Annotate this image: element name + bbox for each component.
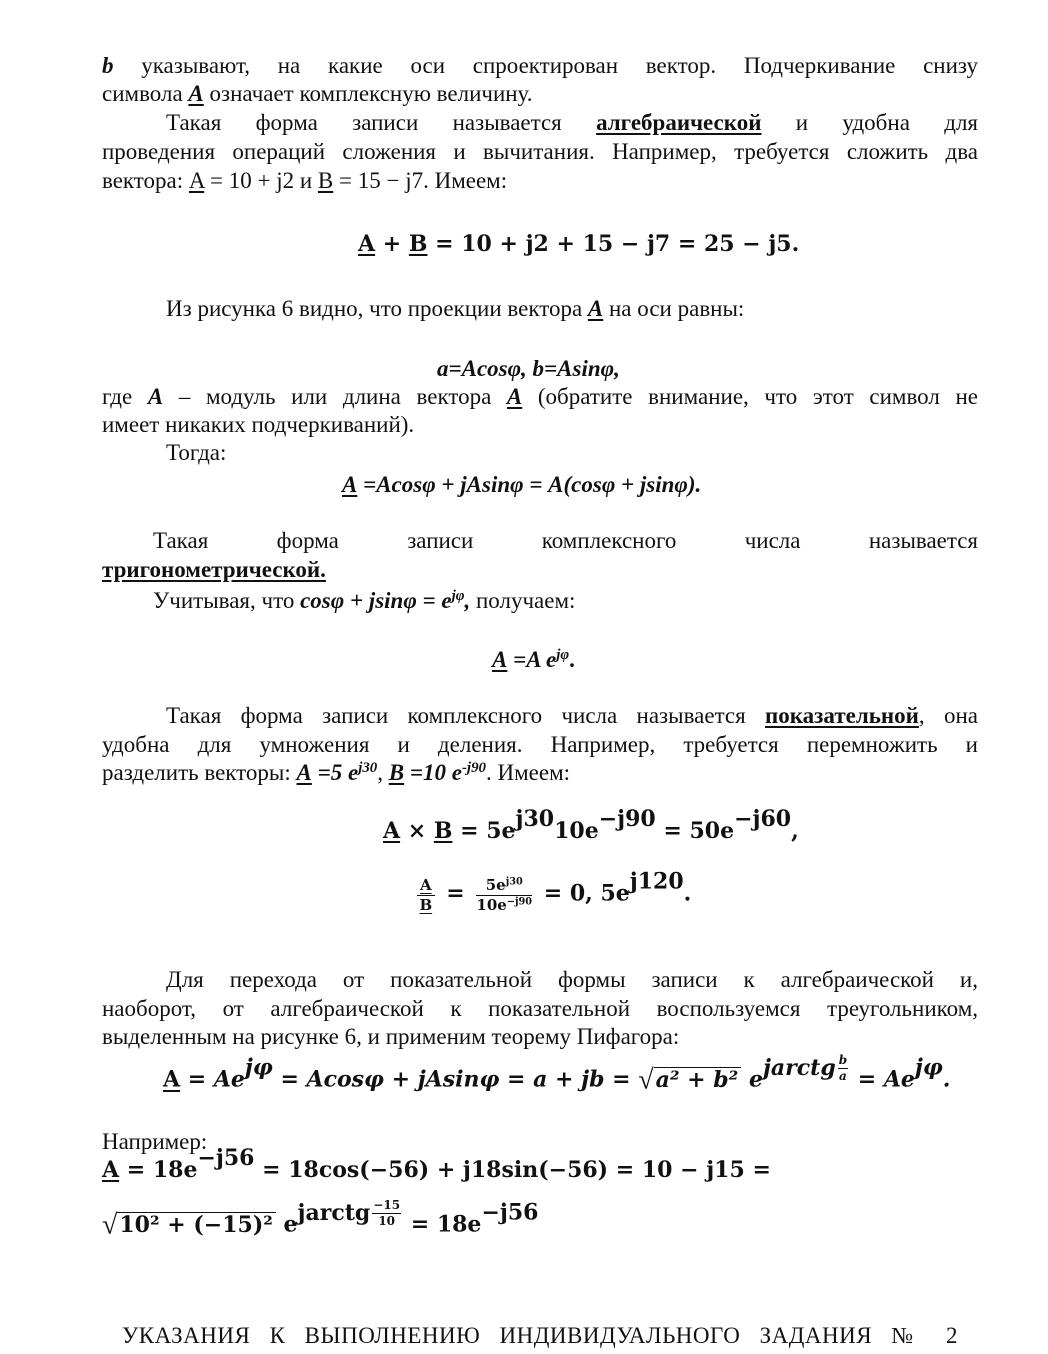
exponent: j120	[629, 868, 684, 895]
paragraph-4-line-2	[102, 411, 414, 439]
text: имеет никаких подчеркиваний).	[102, 412, 415, 437]
vector-symbol: А	[506, 384, 523, 409]
equation-quotient	[413, 868, 692, 915]
equation-part: = Acosφ + jAsinφ = a + jb =	[272, 1066, 639, 1093]
text: Такая форма записи комплексного числа называется	[166, 703, 766, 728]
text: Для перехода от показательной формы записи к алгебраической и,	[166, 967, 978, 992]
page-footer-title	[122, 1322, 958, 1350]
paragraph-5-line-1	[153, 527, 978, 555]
fraction-b-over-a: $\frac{b}{a}$	[838, 1053, 848, 1083]
equation-part: = 50e	[655, 818, 735, 844]
vector-symbol: А	[587, 296, 604, 321]
text: Из рисунка 6 видно, что проекции вектора	[166, 296, 588, 321]
text: = 15 − j7. Имеем:	[333, 168, 508, 193]
text: (обратите внимание, что этот символ не	[522, 384, 978, 409]
text: на оси равны:	[603, 296, 745, 321]
denominator: $10e^{-j90}$	[476, 895, 533, 914]
text: наоборот, от алгебраической к показательной воспользуемся треугольником,	[102, 996, 978, 1021]
punctuation: .	[942, 1066, 951, 1093]
vector-b: B	[408, 231, 428, 257]
numerator: $5e^{j30}$	[476, 876, 532, 896]
equation-body: a=Acosφ, b=Asinφ,	[437, 356, 620, 381]
exponent: jarctg −15 10	[297, 1198, 401, 1228]
equation-part: = 0, 5e	[536, 880, 630, 907]
equation-exponential	[492, 646, 575, 674]
equation-part: = Ae	[850, 1066, 915, 1093]
vector-a: А	[296, 760, 312, 785]
text: указывают, на какие оси спроектирован вектор. Подчеркивание снизу	[113, 53, 978, 78]
exponent: −j56	[197, 1144, 255, 1171]
paragraph-4-line-1	[102, 383, 978, 411]
vector-b: B	[433, 818, 453, 844]
text: где	[102, 384, 148, 409]
sqrt-icon: √	[102, 1209, 118, 1241]
term-trigonometric: тригонометрической.	[102, 557, 326, 582]
vector-a: A	[188, 168, 205, 193]
value: =5 e	[311, 760, 359, 785]
paragraph-7-line-1	[166, 702, 978, 730]
text: Например:	[102, 1129, 208, 1154]
vector-b: B	[317, 168, 334, 193]
text: Такая форма записи называется	[166, 110, 597, 135]
vector-a: A	[358, 231, 376, 257]
paragraph-8-line-2	[102, 995, 978, 1023]
operator: ×	[400, 818, 434, 844]
fraction-a-over-b	[417, 876, 435, 915]
exponent: j30	[358, 759, 378, 776]
example-label	[102, 1128, 207, 1156]
exponent: −j56	[481, 1199, 539, 1226]
punctuation: ,	[464, 588, 471, 613]
example-line-2	[102, 1198, 538, 1242]
paragraph-2-line-3	[102, 167, 507, 195]
equation-part: 10e	[554, 818, 599, 844]
text: означает комплексную величину.	[203, 81, 533, 106]
equation-body: = 10 + j2 + 15 − j7 = 25 − j5.	[427, 231, 800, 257]
footer-text: УКАЗАНИЯ К ВЫПОЛНЕНИЮ ИНДИВИДУАЛЬНОГО ЗАДАНИЯ № 2	[122, 1323, 958, 1348]
modulus-symbol: А	[147, 384, 164, 409]
exponent: jφ	[914, 1054, 943, 1081]
exponent: jφ	[451, 587, 465, 604]
text: вектора:	[102, 168, 189, 193]
equation-trigonometric	[342, 471, 701, 499]
text: разделить векторы:	[102, 760, 297, 785]
text: проведения операций сложения и вычитания. Например, требуется сложить два	[102, 139, 978, 164]
punctuation: .	[683, 880, 692, 907]
vector-symbol: А	[492, 647, 508, 672]
text: выделенным на рисунке 6, и применим теорему Пифагора:	[102, 1024, 680, 1049]
equation-part: e	[275, 1211, 298, 1238]
euler-formula: cosφ + jsinφ = e	[300, 588, 452, 613]
paragraph-7-line-2	[102, 731, 978, 759]
equation-conversion	[163, 1053, 950, 1097]
paragraph-2-line-1	[166, 109, 978, 137]
vector-symbol: А	[188, 81, 204, 106]
separator: ,	[377, 760, 389, 785]
text: удобна для умножения и деления. Например, требуется перемножить и	[102, 732, 978, 757]
equation-part: = Ae	[180, 1066, 245, 1093]
paragraph-5-line-2	[102, 556, 326, 584]
term-exponential: показательной	[765, 703, 919, 728]
equation-part: e	[741, 1066, 763, 1093]
equation-body: =Acosφ + jAsinφ = A(cosφ + jsinφ).	[357, 472, 702, 497]
paragraph-2-line-2	[102, 138, 978, 166]
operator: +	[375, 231, 409, 257]
exponent: jφ	[556, 646, 570, 663]
equation-part: = 18cos(−56) + j18sin(−56) = 10 − j15 =	[254, 1157, 771, 1183]
denominator: B	[419, 895, 433, 914]
text: . Имеем:	[486, 760, 571, 785]
text: символа	[102, 81, 189, 106]
symbol-b: b	[102, 53, 114, 78]
equation-part: = 5e	[452, 818, 516, 844]
radicand: a² + b²	[654, 1067, 742, 1092]
text: и удобна для	[761, 110, 978, 135]
vector-b: В	[388, 760, 405, 785]
text: Учитывая, что	[153, 588, 301, 613]
vector-a: A	[163, 1066, 181, 1093]
vector-a: A	[383, 818, 401, 844]
text: – модуль или длина вектора	[163, 384, 507, 409]
paragraph-1-line-2	[102, 80, 533, 108]
numerator: A	[417, 876, 435, 896]
fraction-values	[476, 876, 532, 915]
equation-projections	[437, 355, 620, 383]
exponent: j30	[515, 805, 555, 832]
text: получаем:	[470, 588, 576, 613]
paragraph-3	[166, 295, 744, 323]
example-line-1	[102, 1144, 771, 1183]
exponent: −j90	[506, 896, 533, 908]
text: = 10 + j2 и	[204, 168, 318, 193]
equation-sum	[358, 230, 799, 258]
equation-part: = 18e	[119, 1157, 198, 1183]
exponent: -j90	[461, 759, 487, 776]
text: Такая форма записи комплексного числа называется	[153, 528, 978, 553]
punctuation: ,	[791, 818, 799, 844]
exponent: −j60	[734, 805, 792, 832]
exponent: jarctg b a	[762, 1053, 848, 1083]
value: =10 e	[404, 760, 462, 785]
text: Тогда:	[166, 440, 227, 465]
sqrt-icon: √	[638, 1064, 654, 1096]
paragraph-8-line-1	[166, 966, 978, 994]
punctuation: .	[569, 647, 575, 672]
equation-body: =A e	[507, 647, 557, 672]
equation-part: = 18e	[403, 1211, 482, 1238]
exponent: jφ	[244, 1054, 273, 1081]
paragraph-4-line-3	[166, 439, 226, 467]
vector-a: A	[102, 1157, 120, 1183]
paragraph-6	[153, 587, 575, 615]
vector-symbol: А	[342, 472, 358, 497]
radicand: 10² + (−15)²	[117, 1212, 276, 1237]
paragraph-1-line-1	[102, 52, 978, 80]
equation-product	[383, 805, 799, 845]
exponent: j30	[505, 876, 523, 888]
text: , она	[918, 703, 978, 728]
exponent: −j90	[598, 805, 656, 832]
fraction-values: $\frac{-15}{10}$	[373, 1198, 401, 1228]
paragraph-7-line-3	[102, 759, 570, 787]
operator: =	[438, 880, 473, 907]
term-algebraic: алгебраической	[596, 110, 762, 135]
paragraph-8-line-3	[102, 1023, 679, 1051]
